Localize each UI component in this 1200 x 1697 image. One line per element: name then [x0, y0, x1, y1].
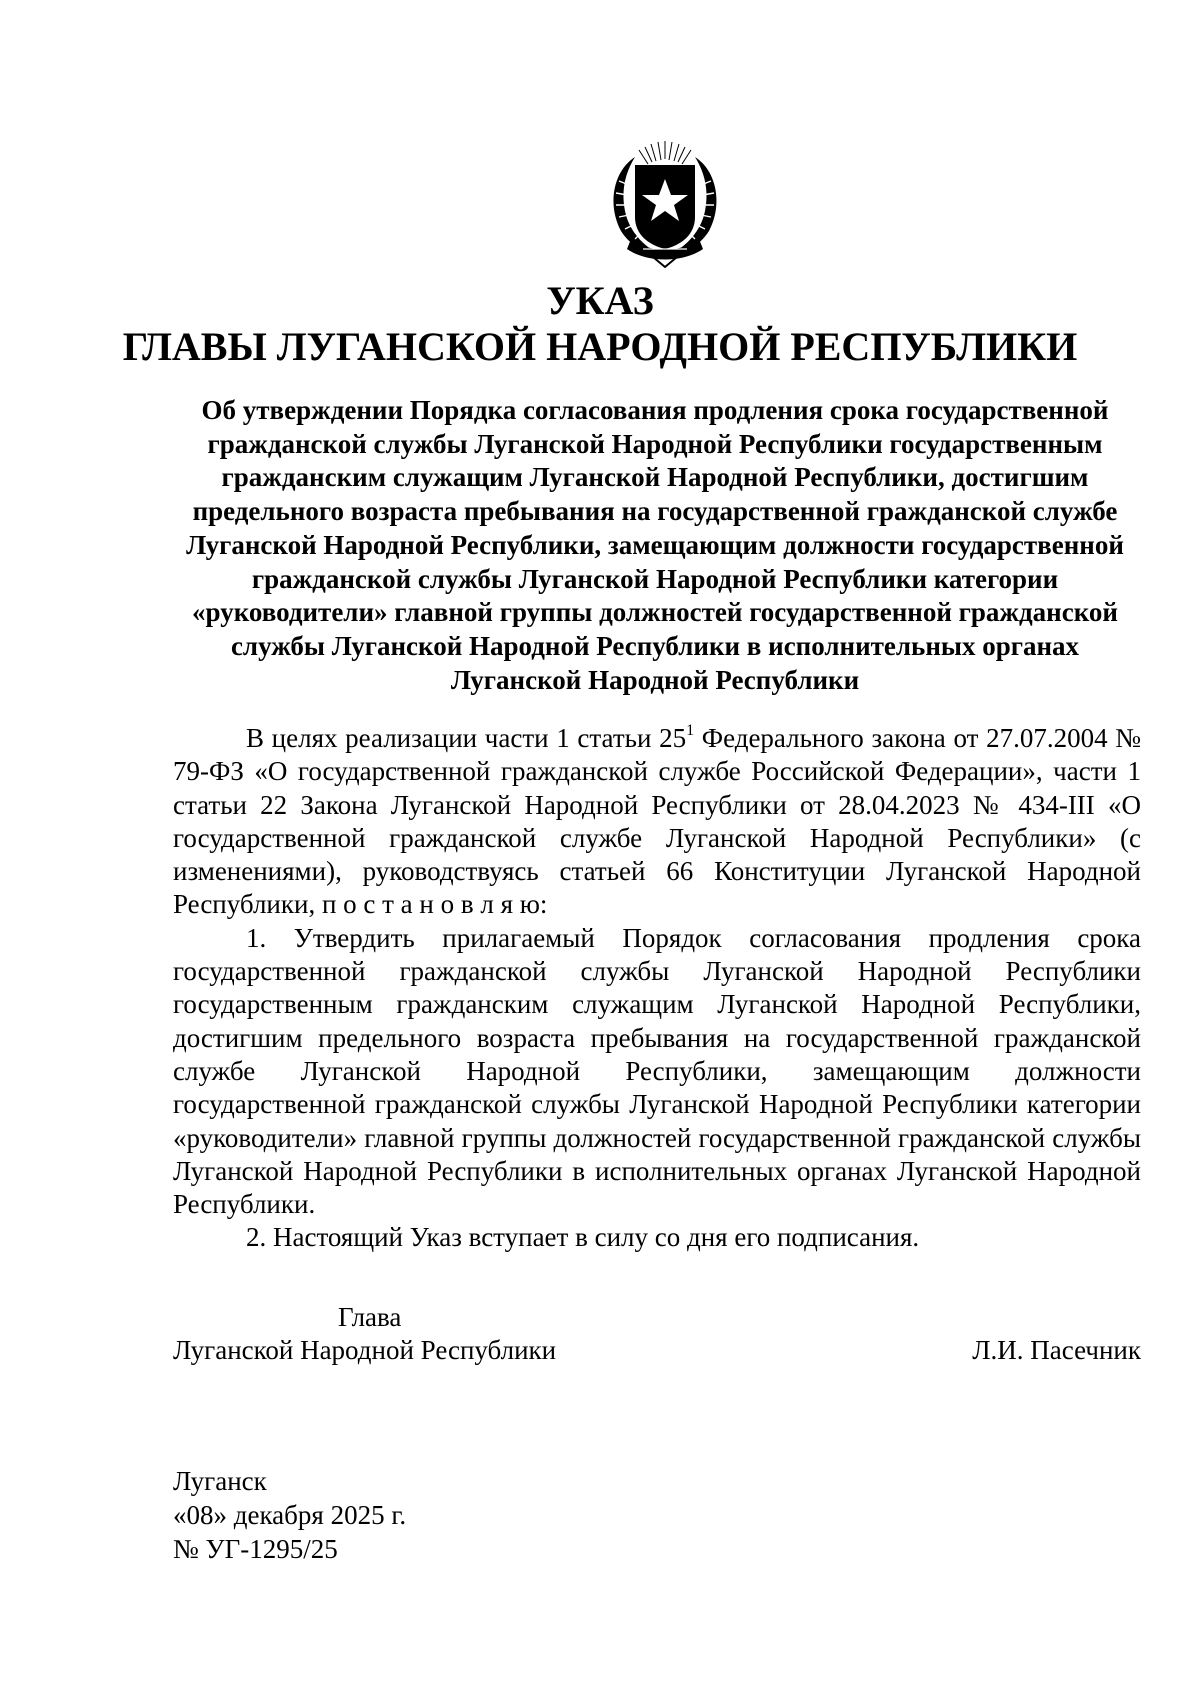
issue-details	[173, 1464, 406, 1566]
preamble-paragraph	[173, 722, 1141, 922]
document-heading	[0, 278, 1200, 370]
issue-city: Луганск	[173, 1466, 267, 1496]
decree-number: № УГ-1295/25	[173, 1534, 338, 1564]
signatory-organization: Луганской Народной Республики	[173, 1335, 557, 1365]
decree-item-2: 2. Настоящий Указ вступает в силу со дня его подписания.	[246, 1222, 920, 1253]
issuing-authority-title: ГЛАВЫ ЛУГАНСКОЙ НАРОДНОЙ РЕСПУБЛИКИ	[122, 324, 1078, 369]
signatory-position: Глава	[338, 1302, 402, 1332]
signatory-name: Л.И. Пасечник	[972, 1335, 1141, 1365]
coat-of-arms-emblem	[595, 135, 735, 270]
decree-subject-title: Об утверждении Порядка согласования продления срока государственной гражданской службы Луганской Народной Республики государственным гражданским служащим Луганской Народной Республики, достигшим предельного возраста пребывания на государственной гражданской службе Луганской Народной Республики, замещающим должности государственной гражданской службы Луганской Народной Республики категории «руководители» главной группы должностей государственной гражданской службы Луганской Народной Республики в исполнительных органах Луганской Народной Республики	[186, 395, 1124, 695]
decree-item-1: 1. Утвердить прилагаемый Порядок согласования продления срока государственной гражданской службы Луганской Народной Республики государственным гражданским служащим Луганской Народной Республики, достигшим предельного возраста пребывания на государственной гражданской службе Луганской Народной Республики, замещающим должности государственной гражданской службы Луганской Народной Республики категории «руководители» главной группы должностей государственной гражданской службы Луганской Народной Республики в исполнительных органах Луганской Народной Республики.	[173, 922, 1141, 1220]
preamble-text-part1: В целях реализации части 1 статьи 25	[246, 723, 687, 753]
emblem-icon	[595, 135, 735, 270]
decree-body	[173, 722, 1141, 1255]
document-type-title: УКАЗ	[546, 278, 654, 323]
article-superscript: 1	[686, 722, 695, 739]
preamble-text-part2: Федерального закона от 27.07.2004 № 79-ФЗ «О государственной гражданской службе Российской Федерации», части 1 статьи 22 Закона Луганской Народной Республики от 28.04.2023 № 434-III «О государственной гражданской службе Луганской Народной Республики» (с изменениями), руководствуясь статьей 66 Конституции Луганской Народной Республики,	[173, 723, 1142, 920]
decree-word: п о с т а н о в л я ю:	[321, 889, 548, 920]
issue-date: «08» декабря 2025 г.	[173, 1500, 407, 1530]
